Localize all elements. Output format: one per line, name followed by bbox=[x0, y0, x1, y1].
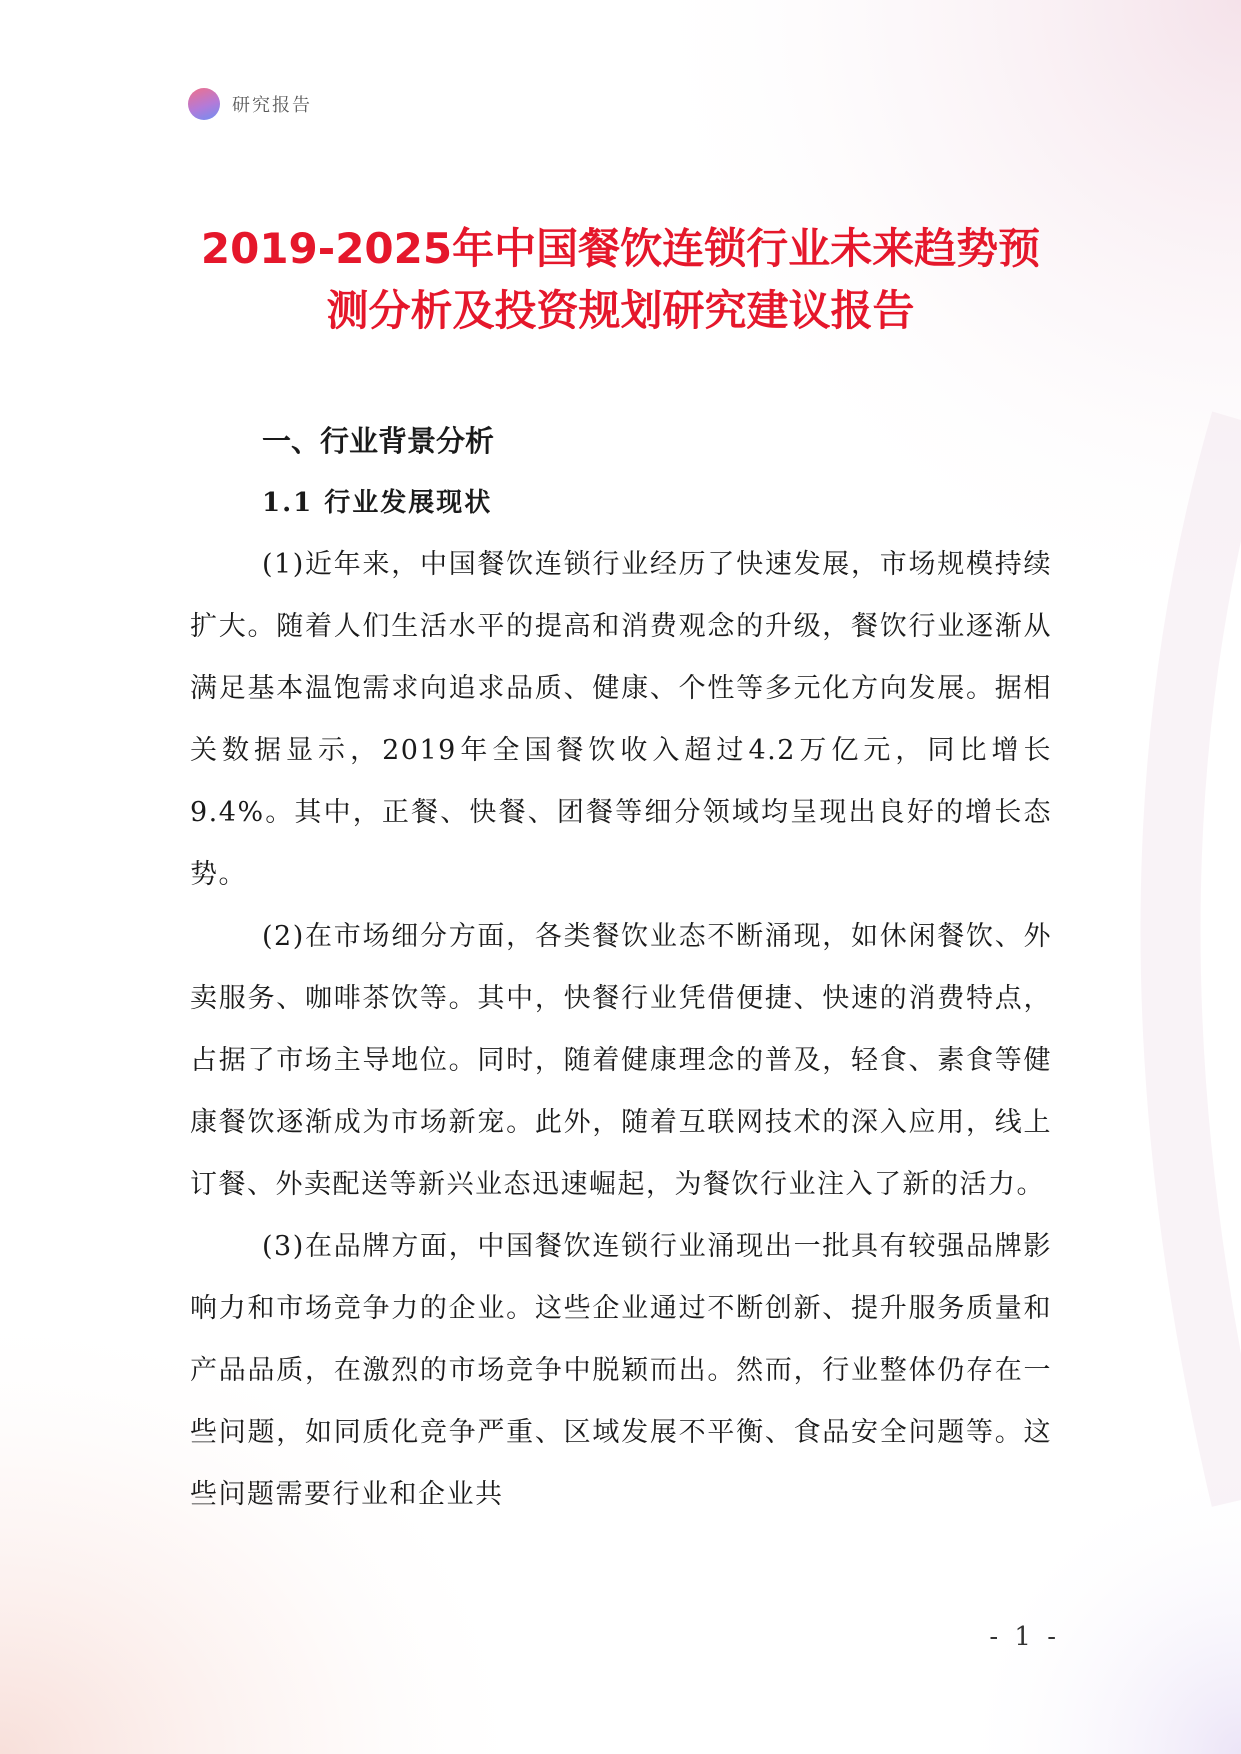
paragraph-2: (2)在市场细分方面，各类餐饮业态不断涌现，如休闲餐饮、外卖服务、咖啡茶饮等。其中，快餐行业凭借便捷、快速的消费特点，占据了市场主导地位。同时，随着健康理念的普及，轻食、素食等健康餐饮逐渐成为市场新宠。此外，随着互联网技术的深入应用，线上订餐、外卖配送等新兴业态迅速崛起，为餐饮行业注入了新的活力。 bbox=[190, 921, 1052, 1200]
paragraph-3: (3)在品牌方面，中国餐饮连锁行业涌现出一批具有较强品牌影响力和市场竞争力的企业。这些企业通过不断创新、提升服务质量和产品品质，在激烈的市场竞争中脱颖而出。然而，行业整体仍存在一些问题，如同质化竞争严重、区域发展不平衡、食品安全问题等。这些问题需要行业和企业共 bbox=[190, 1231, 1052, 1510]
document-body bbox=[190, 410, 1052, 1526]
paragraph-1: (1)近年来，中国餐饮连锁行业经历了快速发展，市场规模持续扩大。随着人们生活水平的提高和消费观念的升级，餐饮行业逐渐从满足基本温饱需求向追求品质、健康、个性等多元化方向发展。据相关数据显示，2019年全国餐饮收入超过4.2万亿元，同比增长9.4%。其中，正餐、快餐、团餐等细分领域均呈现出良好的增长态势。 bbox=[190, 549, 1052, 890]
subsection-heading: 1.1 行业发展现状 bbox=[262, 488, 493, 518]
header-label: 研究报告 bbox=[232, 95, 312, 116]
title-line-2: 测分析及投资规划研究建议报告 bbox=[326, 286, 915, 335]
section-heading: 一、行业背景分析 bbox=[262, 424, 495, 458]
header-badge bbox=[188, 88, 312, 120]
title-line-1: 2019-2025年中国餐饮连锁行业未来趋势预 bbox=[200, 224, 1041, 273]
document-title bbox=[150, 218, 1091, 342]
gradient-circle-icon bbox=[188, 88, 220, 120]
page-number: - 1 - bbox=[989, 1622, 1060, 1652]
